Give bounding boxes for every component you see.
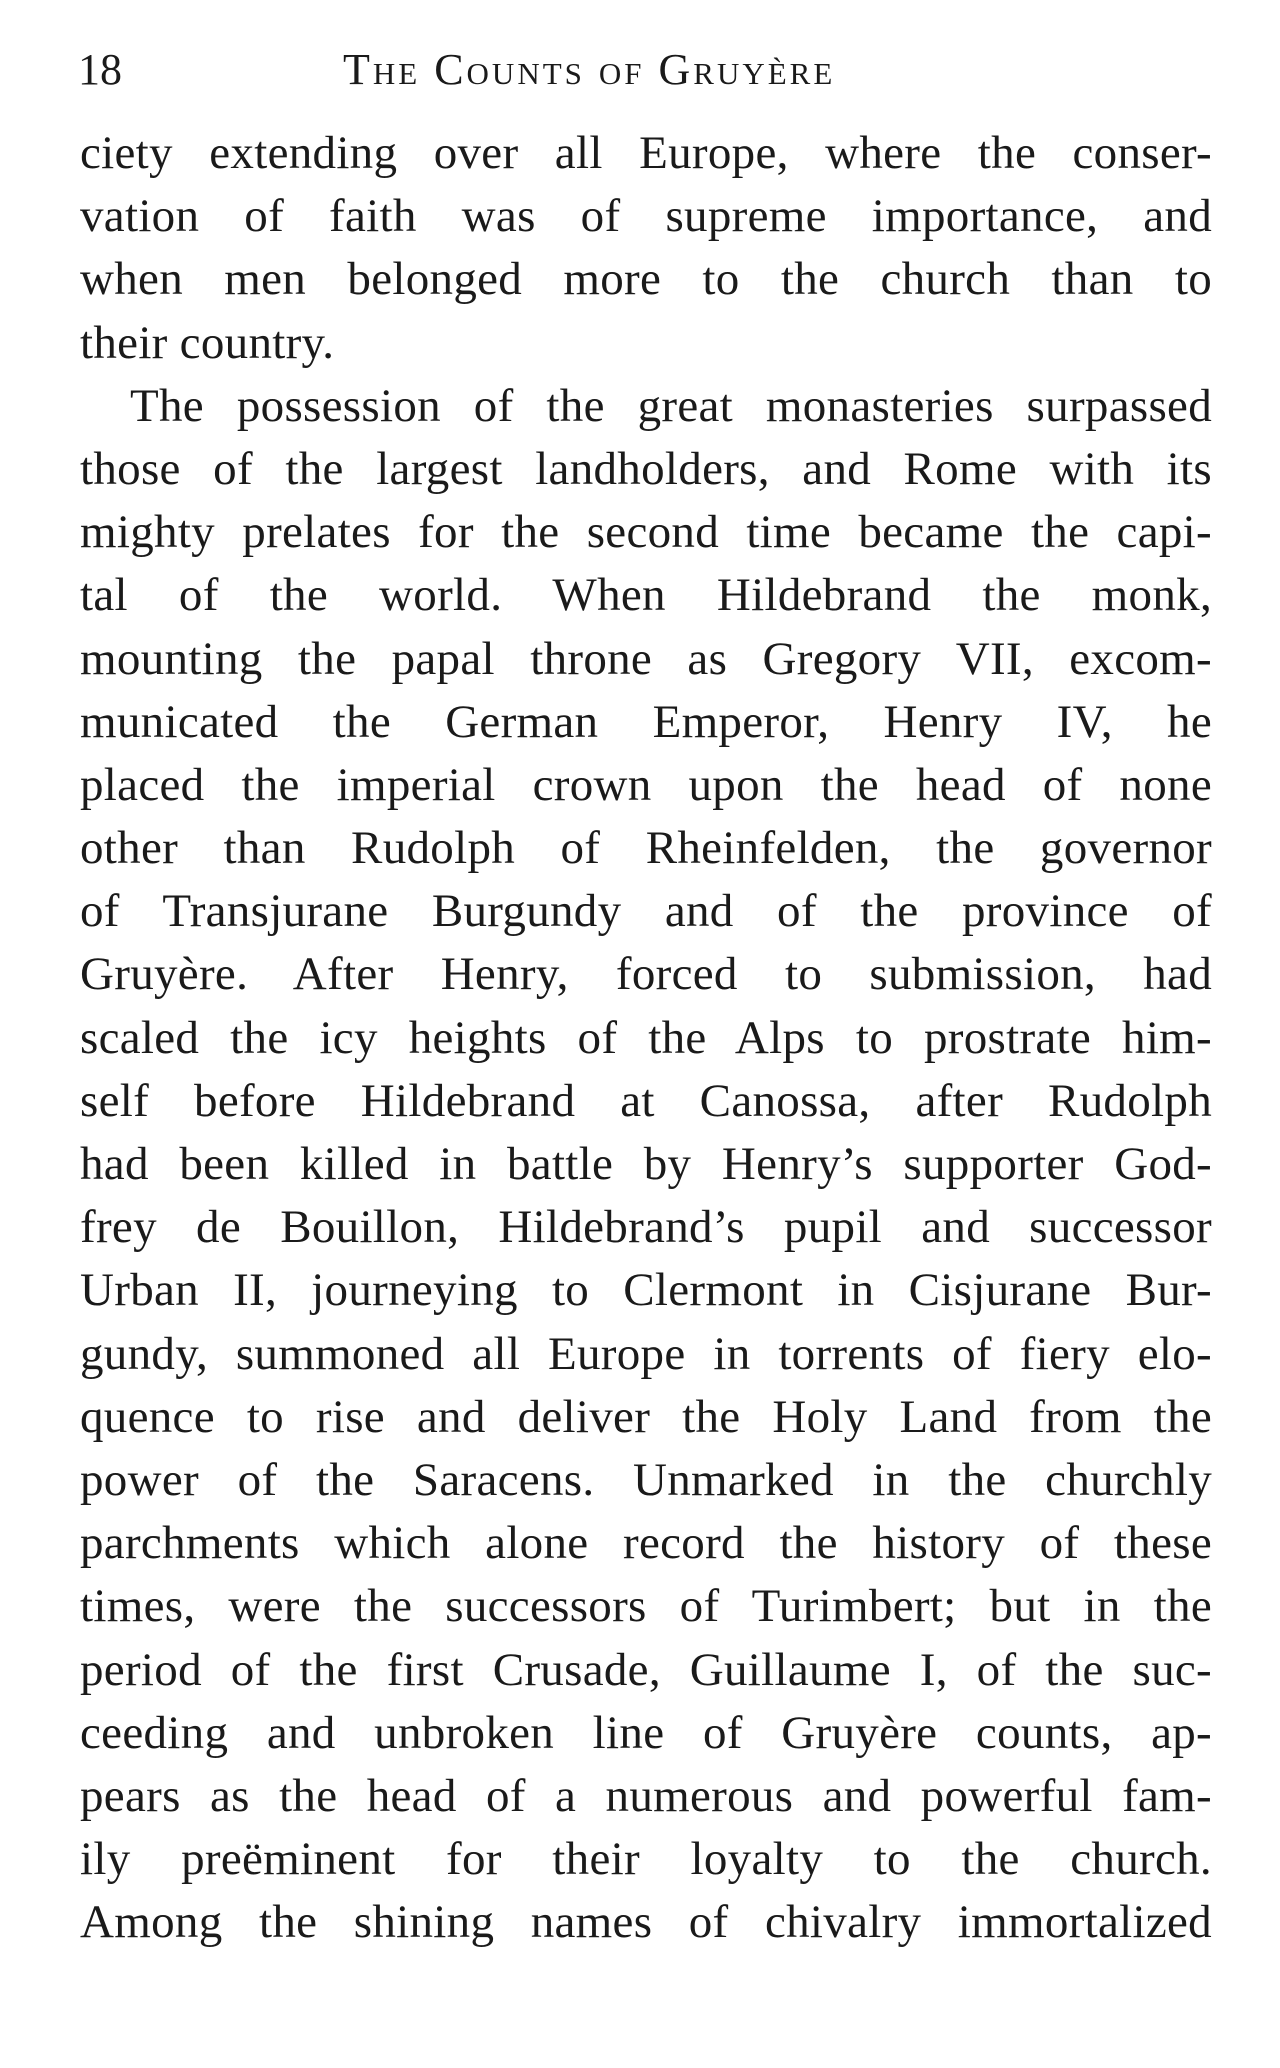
body-text xyxy=(80,122,1212,1954)
text-line: self before Hildebrand at Canossa, after Rudolph xyxy=(80,1074,1212,1127)
text-line: frey de Bouillon, Hildebrand’s pupil and successor xyxy=(80,1201,1212,1254)
running-head: The Counts of Gruyère xyxy=(343,45,836,94)
text-line: placed the imperial crown upon the head of none xyxy=(80,758,1212,811)
text-line: Urban II, journeying to Clermont in Cisjurane Bur- xyxy=(80,1264,1212,1317)
text-line: had been killed in battle by Henry’s supporter God- xyxy=(80,1138,1212,1190)
text-line: when men belonged more to the church than to xyxy=(80,253,1212,306)
text-line: times, were the successors of Turimbert; but in the xyxy=(80,1580,1212,1633)
text-line: gundy, summoned all Europe in torrents of fiery elo- xyxy=(80,1327,1212,1380)
text-line: of Transjurane Burgundy and of the province of xyxy=(80,885,1212,938)
text-line: mighty prelates for the second time became the capi- xyxy=(80,506,1212,559)
text-line: their country. xyxy=(80,316,335,369)
text-line: ciety extending over all Europe, where the conser- xyxy=(80,127,1212,179)
text-line: vation of faith was of supreme importance, and xyxy=(80,190,1212,243)
text-line: mounting the papal throne as Gregory VII, excom- xyxy=(80,632,1212,685)
page-number: 18 xyxy=(78,45,122,94)
text-line: those of the largest landholders, and Rome with its xyxy=(80,442,1212,495)
text-line: municated the German Emperor, Henry IV, he xyxy=(80,695,1212,748)
text-line: period of the first Crusade, Guillaume I, of the suc- xyxy=(80,1643,1212,1696)
text-line: parchments which alone record the history of these xyxy=(80,1517,1212,1570)
text-line: ily preëminent for their loyalty to the church. xyxy=(80,1833,1212,1886)
text-line: other than Rudolph of Rheinfelden, the governor xyxy=(80,822,1212,875)
text-line: scaled the icy heights of the Alps to prostrate him- xyxy=(80,1011,1212,1064)
text-line: Among the shining names of chivalry immortalized xyxy=(80,1896,1212,1949)
text-line: quence to rise and deliver the Holy Land from the xyxy=(80,1390,1212,1443)
text-line: tal of the world. When Hildebrand the monk, xyxy=(80,569,1212,622)
page-header xyxy=(78,40,1218,100)
text-line: power of the Saracens. Unmarked in the churchly xyxy=(80,1453,1212,1506)
text-line: pears as the head of a numerous and powerful fam- xyxy=(80,1769,1212,1822)
text-line: The possession of the great monasteries surpassed xyxy=(130,379,1212,432)
text-line: ceeding and unbroken line of Gruyère counts, ap- xyxy=(80,1706,1212,1759)
text-line: Gruyère. After Henry, forced to submission, had xyxy=(80,948,1212,1001)
